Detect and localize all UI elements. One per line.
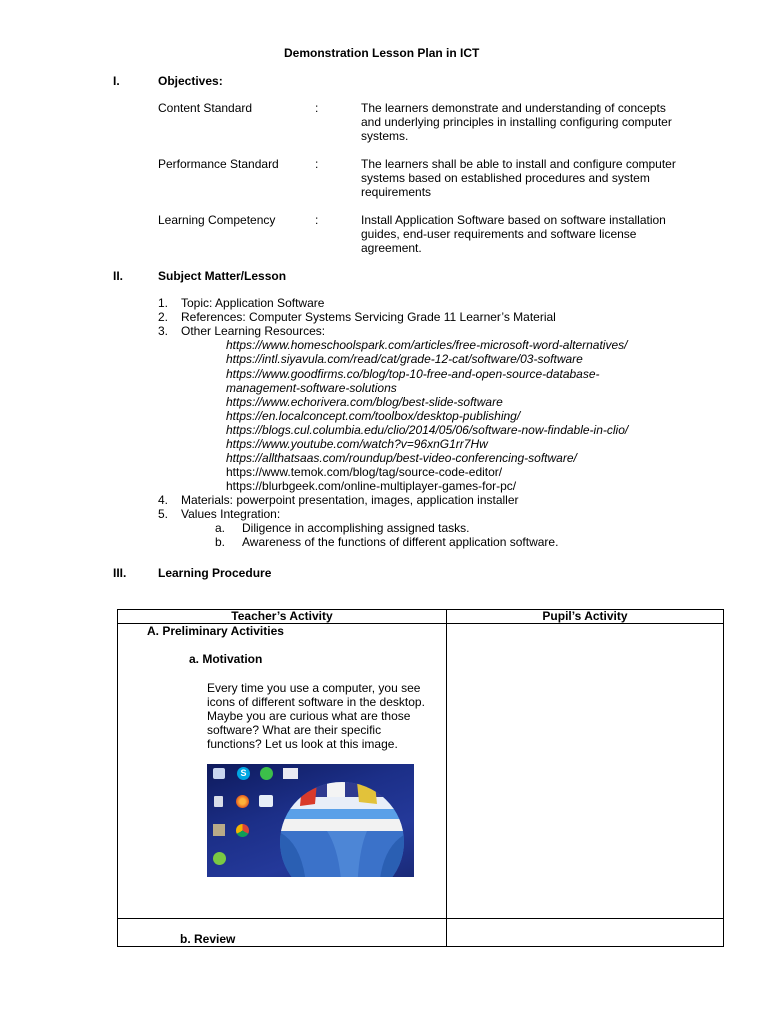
list-item-number: 1. bbox=[158, 296, 169, 310]
list-item-number: 3. bbox=[158, 324, 169, 338]
resource-link[interactable]: https://www.temok.com/blog/tag/source-code-editor/ bbox=[226, 465, 503, 479]
list-item: References: Computer Systems Servicing Grade 11 Learner’s Material bbox=[181, 310, 556, 324]
objective-text: Install Application Software based on software installation guides, end-user requirements and software license agreement. bbox=[361, 213, 666, 255]
list-item-number: 2. bbox=[158, 310, 169, 324]
resource-link[interactable]: https://www.youtube.com/watch?v=96xnG1rr7Hw bbox=[226, 437, 488, 451]
value-item: Awareness of the functions of different application software. bbox=[242, 535, 559, 549]
chrome-icon bbox=[236, 824, 249, 837]
recycle-bin-icon bbox=[214, 796, 223, 807]
motivation-text: Every time you use a computer, you see icons of different software in the desktop. Maybe you are curious what are those software? What are their specific functions? Let us look at this image. bbox=[207, 681, 425, 751]
objective-label: Performance Standard bbox=[158, 157, 279, 171]
resource-link[interactable]: https://intl.siyavula.com/read/cat/grade-12-cat/software/03-software bbox=[226, 352, 583, 366]
value-letter: b. bbox=[215, 535, 226, 549]
teacher-activity-cell bbox=[118, 919, 447, 947]
column-header-pupil: Pupil’s Activity bbox=[447, 610, 724, 624]
firefox-icon bbox=[236, 795, 249, 808]
column-header-teacher: Teacher’s Activity bbox=[118, 610, 447, 624]
resource-link[interactable]: https://blurbgeek.com/online-multiplayer-games-for-pc/ bbox=[226, 479, 517, 493]
section-heading-learning-procedure: Learning Procedure bbox=[158, 566, 272, 580]
learning-procedure-table bbox=[117, 609, 724, 947]
list-item: Other Learning Resources: bbox=[181, 324, 326, 338]
objective-label: Content Standard bbox=[158, 101, 253, 115]
section-numeral-1: I. bbox=[113, 74, 120, 88]
hot-air-balloon bbox=[277, 779, 412, 877]
objective-separator: : bbox=[315, 213, 319, 227]
list-item-number: 4. bbox=[158, 493, 169, 507]
desktop-screenshot-image bbox=[207, 764, 414, 877]
resource-link[interactable]: https://allthatsaas.com/roundup/best-video-conferencing-software/ bbox=[226, 451, 577, 465]
resource-link[interactable]: https://www.homeschoolspark.com/articles/free-microsoft-word-alternatives/ bbox=[226, 338, 628, 352]
section-numeral-3: III. bbox=[113, 566, 127, 580]
objective-text: The learners shall be able to install and configure computer systems based on established procedures and system requirements bbox=[361, 157, 676, 199]
value-letter: a. bbox=[215, 521, 226, 535]
skype-icon: S bbox=[237, 767, 250, 780]
whatsapp-icon bbox=[260, 767, 273, 780]
objective-label: Learning Competency bbox=[158, 213, 276, 227]
pupil-activity-cell bbox=[447, 919, 724, 947]
resource-link[interactable]: https://www.echorivera.com/blog/best-slide-software bbox=[226, 395, 503, 409]
list-item: Values Integration: bbox=[181, 507, 281, 521]
resource-link[interactable]: https://en.localconcept.com/toolbox/desktop-publishing/ bbox=[226, 409, 521, 423]
section-heading-subject-matter: Subject Matter/Lesson bbox=[158, 269, 287, 283]
section-numeral-2: II. bbox=[113, 269, 124, 283]
list-item: Topic: Application Software bbox=[181, 296, 325, 310]
gmail-icon bbox=[283, 768, 298, 779]
value-item: Diligence in accomplishing assigned tasks. bbox=[242, 521, 470, 535]
dropbox-icon bbox=[259, 795, 273, 807]
teacher-activity-cell bbox=[118, 624, 447, 919]
notes-icon bbox=[213, 824, 225, 836]
objective-separator: : bbox=[315, 157, 319, 171]
section-heading-objectives: Objectives: bbox=[158, 74, 223, 88]
document-title: Demonstration Lesson Plan in ICT bbox=[284, 46, 480, 60]
resource-link[interactable]: https://www.goodfirms.co/blog/top-10-free-and-open-source-database- bbox=[226, 367, 600, 381]
list-item-number: 5. bbox=[158, 507, 169, 521]
objective-text: The learners demonstrate and understanding of concepts and underlying principles in installing configuring computer systems. bbox=[361, 101, 672, 143]
pupil-activity-cell bbox=[447, 624, 724, 919]
resource-link-continuation[interactable]: management-software-solutions bbox=[226, 381, 397, 395]
preliminary-activities-heading: A. Preliminary Activities bbox=[147, 624, 284, 638]
motivation-heading: a. Motivation bbox=[189, 652, 263, 666]
review-heading: b. Review bbox=[180, 932, 236, 946]
list-item: Materials: powerpoint presentation, images, application installer bbox=[181, 493, 519, 507]
spotify-icon bbox=[213, 852, 226, 865]
objective-separator: : bbox=[315, 101, 319, 115]
resource-link[interactable]: https://blogs.cul.columbia.edu/clio/2014/05/06/software-now-findable-in-clio/ bbox=[226, 423, 629, 437]
mail-icon bbox=[213, 768, 225, 779]
